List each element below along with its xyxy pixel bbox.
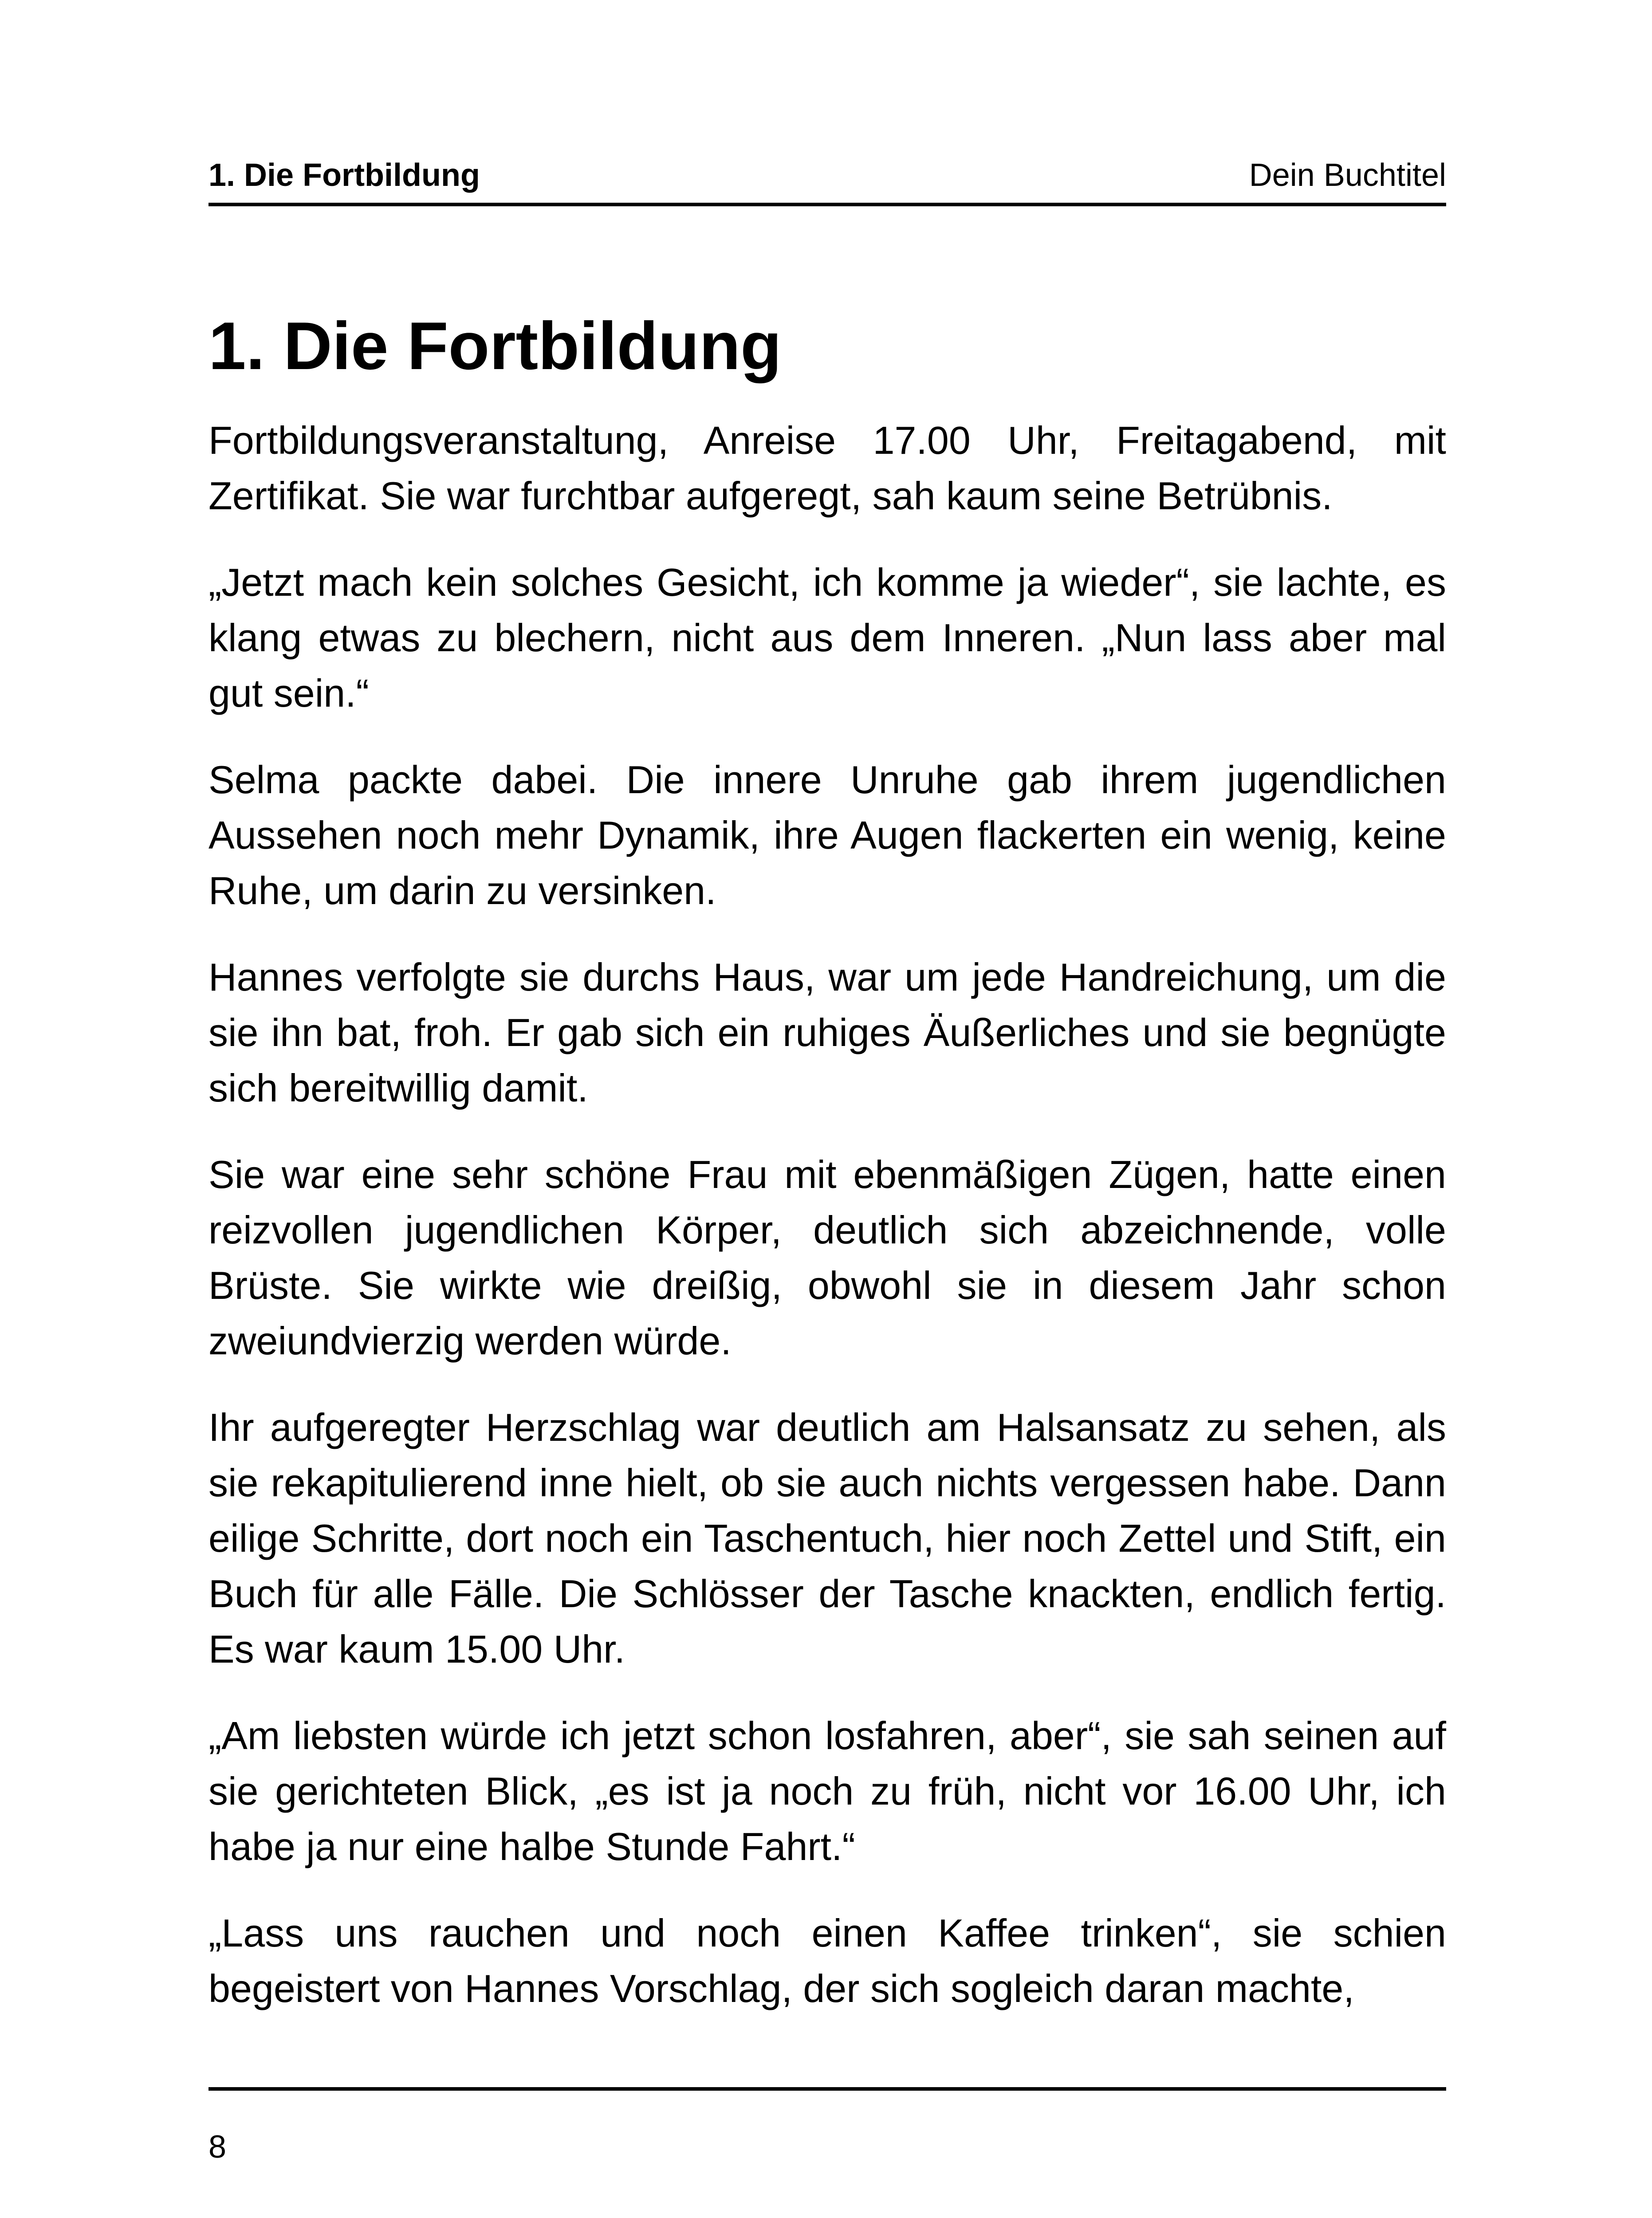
- running-header: [208, 153, 1446, 206]
- paragraph-1: Fortbildungsveranstaltung, Anreise 17.00 Uhr, Freitagabend, mit Zertifikat. Sie war furchtbar aufgeregt, sah kaum seine Betrübnis.: [208, 418, 1446, 518]
- paragraph-6: Ihr aufgeregter Herzschlag war deutlich am Halsansatz zu sehen, als sie rekapitulierend inne hielt, ob sie auch nichts vergessen habe. Dann eilige Schritte, dort noch ein Taschentuch, hier noch Zettel und Stift, ein Buch für alle Fälle. Die Schlösser der Tasche knackten, endlich fertig. Es war kaum 15.00 Uhr.: [208, 1405, 1446, 1671]
- paragraph-5: Sie war eine sehr schöne Frau mit ebenmäßigen Zügen, hatte einen reizvollen jugendlichen Körper, deutlich sich abzeichnende, volle Brüste. Sie wirkte wie dreißig, obwohl sie in diesem Jahr schon zweiundvierzig werden würde.: [208, 1152, 1446, 1363]
- paragraph-3: Selma packte dabei. Die innere Unruhe gab ihrem jugendlichen Aussehen noch mehr Dynamik, ihre Augen flackerten ein wenig, keine Ruhe, um darin zu versinken.: [208, 758, 1446, 912]
- footer-rule: [208, 2087, 1446, 2091]
- page-number: 8: [208, 2129, 227, 2165]
- paragraph-8: „Lass uns rauchen und noch einen Kaffee trinken“, sie schien begeistert von Hannes Vorschlag, der sich sogleich daran machte,: [208, 1911, 1446, 2010]
- header-book-title: Dein Buchtitel: [1249, 157, 1446, 193]
- header-chapter-title: 1. Die Fortbildung: [208, 157, 480, 193]
- paragraph-7: „Am liebsten würde ich jetzt schon losfahren, aber“, sie sah seinen auf sie gerichteten Blick, „es ist ja noch zu früh, nicht vor 16.00 Uhr, ich habe ja nur eine halbe Stunde Fahrt.“: [208, 1714, 1446, 1868]
- body-text: [208, 413, 1446, 2047]
- paragraph-4: Hannes verfolgte sie durchs Haus, war um jede Handreichung, um die sie ihn bat, froh. Er gab sich ein ruhiges Äußerliches und sie begnügte sich bereitwillig damit.: [208, 955, 1446, 1110]
- chapter-heading: 1. Die Fortbildung: [208, 308, 782, 384]
- paragraph-2: „Jetzt mach kein solches Gesicht, ich komme ja wieder“, sie lachte, es klang etwas zu blechern, nicht aus dem Inneren. „Nun lass aber mal gut sein.“: [208, 560, 1446, 715]
